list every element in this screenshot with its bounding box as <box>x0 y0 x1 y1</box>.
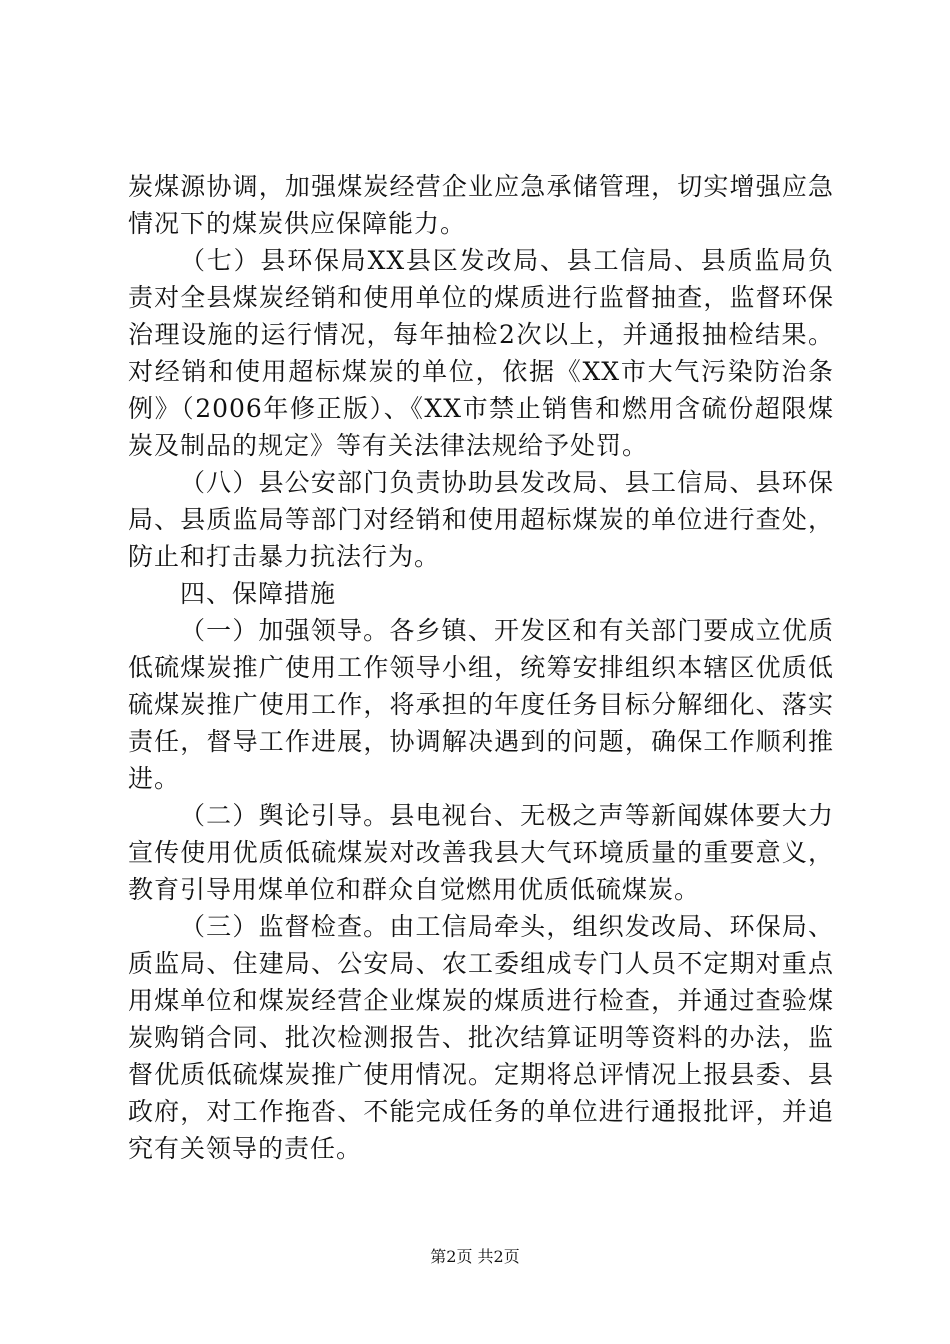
paragraph-continuation: 炭煤源协调，加强煤炭经营企业应急承储管理，切实增强应急情况下的煤炭供应保障能力。 <box>128 172 834 238</box>
page-number-footer: 第2页 共2页 <box>430 1247 520 1266</box>
document-body <box>128 168 834 1167</box>
paragraph-leadership: （一）加强领导。各乡镇、开发区和有关部门要成立优质低硫煤炭推广使用工作领导小组，统筹安排组织本辖区优质低硫煤炭推广使用工作，将承担的年度任务目标分解细化、落实责任，督导工作进展，协调解决遇到的问题，确保工作顺利推进。 <box>128 616 834 793</box>
paragraph-item-7: （七）县环保局XX县区发改局、县工信局、县质监局负责对全县煤炭经销和使用单位的煤质进行监督抽查，监督环保治理设施的运行情况，每年抽检2次以上，并通报抽检结果。对经销和使用超标煤炭的单位，依据《XX市大气污染防治条例》（2006年修正版）、《XX市禁止销售和燃用含硫份超限煤炭及制品的规定》等有关法律法规给予处罚。 <box>128 246 834 460</box>
paragraph-item-8: （八）县公安部门负责协助县发改局、县工信局、县环保局、县质监局等部门对经销和使用超标煤炭的单位进行查处，防止和打击暴力抗法行为。 <box>128 468 834 571</box>
paragraph-supervision: （三）监督检查。由工信局牵头，组织发改局、环保局、质监局、住建局、公安局、农工委组成专门人员不定期对重点用煤单位和煤炭经营企业煤炭的煤质进行检查，并通过查验煤炭购销合同、批次检测报告、批次结算证明等资料的办法，监督优质低硫煤炭推广使用情况。定期将总评情况上报县委、县政府，对工作拖沓、不能完成任务的单位进行通报批评，并追究有关领导的责任。 <box>128 912 834 1163</box>
section-heading-safeguards: 四、保障措施 <box>180 579 337 608</box>
paragraph-public-opinion: （二）舆论引导。县电视台、无极之声等新闻媒体要大力宣传使用优质低硫煤炭对改善我县大气环境质量的重要意义，教育引导用煤单位和群众自觉燃用优质低硫煤炭。 <box>128 801 834 904</box>
